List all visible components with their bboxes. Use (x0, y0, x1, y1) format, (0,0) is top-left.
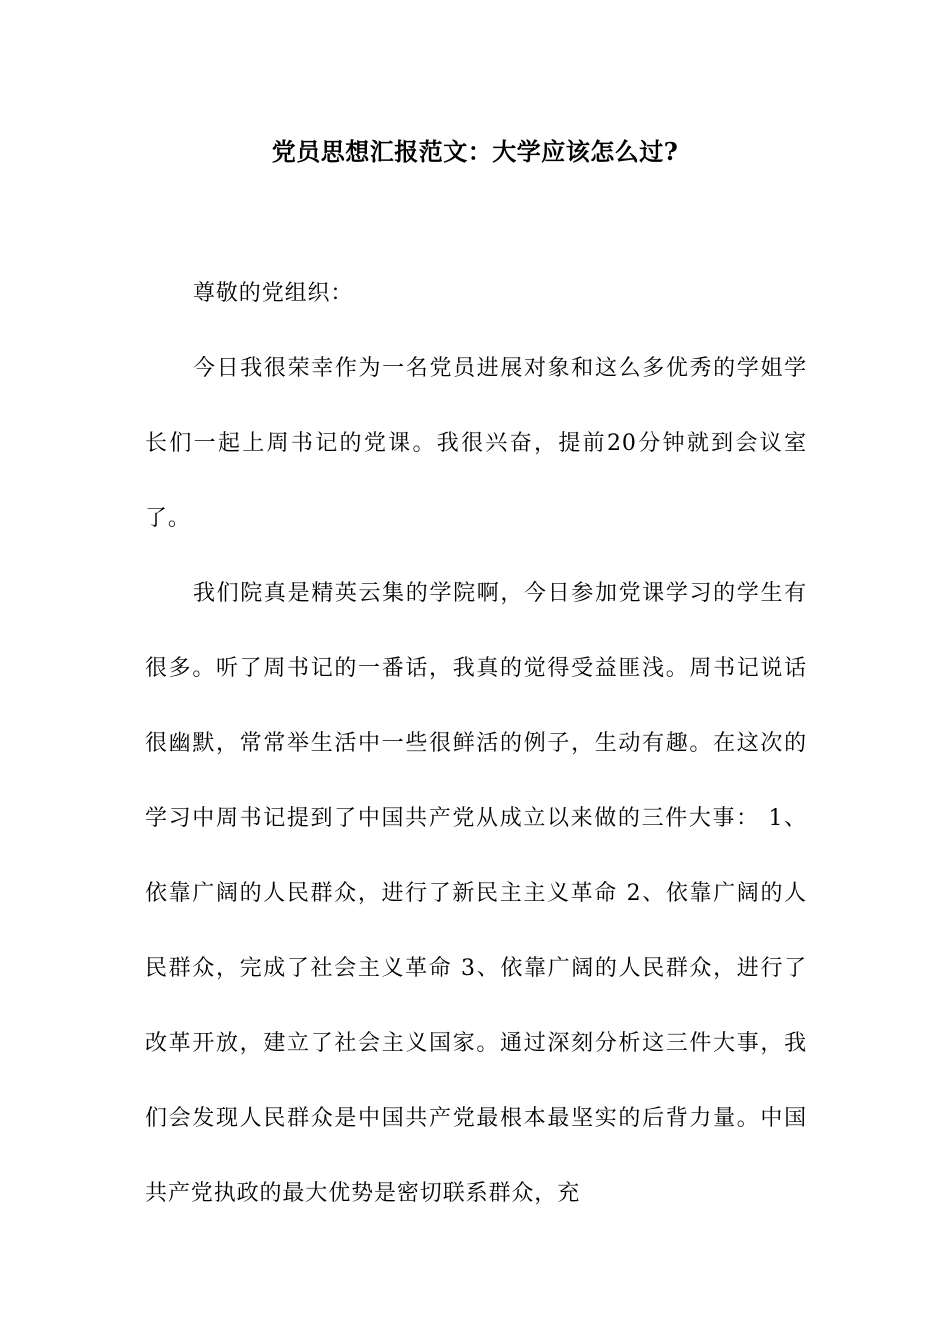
paragraph-1: 今日我很荣幸作为一名党员进展对象和这么多优秀的学姐学长们一起上周书记的党课。我很兴奋，提前20分钟就到会议室了。 (145, 356, 807, 531)
paragraph-2: 我们院真是精英云集的学院啊，今日参加党课学习的学生有很多。听了周书记的一番话，我真的觉得受益匪浅。周书记说话很幽默，常常举生活中一些很鲜活的例子，生动有趣。在这次的学习中周书记提到了中国共产党从成立以来做的三件大事： 1、依靠广阔的人民群众，进行了新民主主义革命 2、依靠广阔的人民群众，完成了社会主义革命 3、依靠广阔的人民群众，进行了改革开放，建立了社会主义国家。通过深刻分析这三件大事，我们会发现人民群众是中国共产党最根本最坚实的后背力量。中国共产党执政的最大优势是密切联系群众，充 (145, 581, 807, 1206)
document-body (145, 256, 807, 1231)
document-title: 党员思想汇报范文：大学应该怎么过? (271, 137, 679, 166)
salutation: 尊敬的党组织： (193, 281, 354, 306)
